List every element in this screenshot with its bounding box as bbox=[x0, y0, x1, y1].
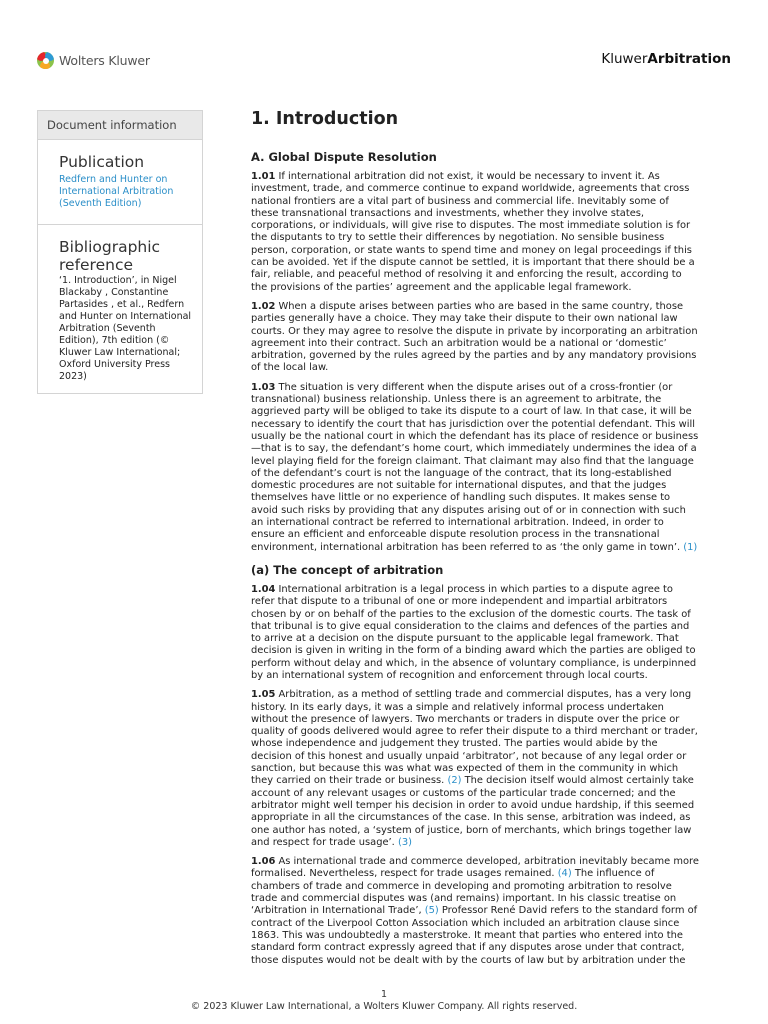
publication-section bbox=[38, 153, 202, 210]
paragraph-text: The influence of chambers of trade and commerce in developing and promoting arbitration to resolve trade and commercial disputes was (and remains) important. In his classic treatise on ‘Arbitration in International Trade’, bbox=[251, 868, 677, 917]
logo-text: Wolters Kluwer bbox=[59, 53, 150, 68]
wolters-kluwer-logo bbox=[37, 52, 150, 69]
paragraph-text: The decision itself would almost certainly take account of any relevant usages or customs of the particular trade concerned; and the arbitrator might well temper his decision in order to avoid undue hardship, if this seemed appropriate in all the circumstances of the case. In this sense, arbitration was indeed, as one author has noted, a ‘system of justice, born of merchants, which brings together law and respect for trade usage’. bbox=[251, 775, 695, 848]
bibliographic-reference-text: ‘1. Introduction’, in Nigel Blackaby , Constantine Partasides , et al., Redfern and Hunter on International Arbitration (Seventh Edition), 7th edition (© Kluwer Law International; Oxford University Press 2023) bbox=[59, 275, 192, 382]
brand-bold: Arbitration bbox=[647, 51, 731, 67]
paragraph-number: 1.01 bbox=[251, 171, 276, 182]
wolters-kluwer-logo-icon bbox=[37, 52, 54, 69]
footnote-link[interactable]: (4) bbox=[557, 868, 572, 880]
main-content bbox=[251, 109, 699, 974]
subsection-title: (a) The concept of arbitration bbox=[251, 562, 444, 577]
paragraph-1-01 bbox=[251, 171, 699, 294]
chapter-title: 1. Introduction bbox=[251, 109, 399, 129]
paragraph-1-06 bbox=[251, 856, 699, 967]
document-information-panel bbox=[37, 110, 203, 394]
paragraph-number: 1.03 bbox=[251, 381, 276, 393]
kluwer-arbitration-brand bbox=[601, 51, 731, 67]
paragraph-1-05 bbox=[251, 689, 699, 849]
publication-title: Publication bbox=[59, 153, 145, 171]
paragraph-1-03 bbox=[251, 382, 699, 554]
footnote-link[interactable]: (3) bbox=[397, 836, 412, 848]
paragraph-text: When a dispute arises between parties who are based in the same country, those parties generally have a choice. They may take their dispute to their own national law courts. Or they may agree to resolve the dispute in private by incorporating an arbitration agreement into their contract. Such an arbitration would be a national or ‘domestic’ arbitration, governed by the rules agreed by the parties and by any mandatory provisions of the local law. bbox=[251, 300, 698, 374]
sidebar-divider bbox=[38, 224, 202, 225]
page-number: 1 bbox=[380, 989, 388, 1000]
paragraph-1-02 bbox=[251, 301, 699, 375]
paragraph-text: International arbitration is a legal process in which parties to a dispute agree to refer that dispute to a tribunal of one or more independent and impartial arbitrators chosen by or on behalf of the parties to the exclusion of the domestic courts. The task of that tribunal is to give equal consideration to the claims and defences of the parties and to arrive at a decision on the dispute pursuant to the applicable legal framework. That decision is given in writing in the form of a binding award which the parties are obliged to perform without delay and which, in the absence of voluntary compliance, is underpinned by an international system of recognition and enforcement through local courts. bbox=[251, 583, 697, 681]
document-information-heading: Document information bbox=[38, 111, 202, 140]
publication-link[interactable]: Redfern and Hunter on International Arbitration (Seventh Edition) bbox=[59, 174, 174, 209]
bibliographic-title: Bibliographic reference bbox=[59, 238, 161, 274]
paragraph-text: Arbitration, as a method of settling trade and commercial disputes, has a very long history. In its early days, it was a simple and relatively informal process undertaken without the presence of lawyers. Two merchants or traders in dispute over the price or quality of goods delivered would agree to refer their dispute to a third merchant or trader, whose independence and judgement they trusted. The parties would abide by the decision of this honest and usually unpaid ‘arbitrator’, not because of any legal order or sanction, but because this was what was expected of them in the community in which they carried on their trade or business. bbox=[251, 689, 698, 787]
paragraph-number: 1.02 bbox=[251, 300, 276, 312]
brand-prefix: Kluwer bbox=[601, 51, 648, 67]
footnote-link[interactable]: (5) bbox=[424, 905, 439, 917]
paragraph-number: 1.05 bbox=[251, 689, 276, 701]
paragraph-number: 1.04 bbox=[251, 583, 276, 595]
bibliographic-section bbox=[38, 238, 202, 383]
footnote-link[interactable]: (2) bbox=[447, 775, 462, 787]
paragraph-1-04 bbox=[251, 584, 699, 682]
footnote-link[interactable]: (1) bbox=[683, 541, 698, 553]
copyright-notice: © 2023 Kluwer Law International, a Wolters Kluwer Company. All rights reserved. bbox=[190, 1001, 578, 1012]
paragraph-number: 1.06 bbox=[251, 856, 276, 868]
paragraph-text: If international arbitration did not exist, it would be necessary to invent it. As investment, trade, and commerce continue to expand worldwide, agreements that cross national frontiers are a vital part of business and commercial life. Inevitably some of these transnational transactions and investments, whether they involve states, corporations, or individuals, will give rise to disputes. The most immediate solution is for the disputants to try to settle their differences by negotiation. No sensible business person, corporation, or state wants to spend time and money on legal proceedings if this can be avoided. Yet if the dispute cannot be settled, it is important that there should be a fair, reliable, and peaceful method of resolving it and enforcing the result, according to the provisions of the parties’ agreement and the applicable legal framework. bbox=[251, 171, 695, 293]
paragraph-text: Professor René David refers to the standard form of contract of the Liverpool Cotton Association which included an arbitration clause since 1863. This was undoubtedly a masterstroke. It meant that parties who entered into the standard form contract expressly agreed that if any disputes arose under that contract, those disputes would not be dealt with by the courts of law but by arbitration under the bbox=[251, 905, 698, 966]
paragraph-text: As international trade and commerce developed, arbitration inevitably became more formalised. Nevertheless, respect for trade usages remained. bbox=[251, 856, 699, 880]
section-title: A. Global Dispute Resolution bbox=[251, 150, 437, 164]
paragraph-text: The situation is very different when the dispute arises out of a cross-frontier (or transnational) business relationship. Unless there is an agreement to arbitrate, the aggrieved party will be obliged to take its dispute to a court of law. In that case, it will be necessary to identify the court that has jurisdiction over the potential defendant. This will usually be the national court in which the defendant has its place of residence or business—that is to say, the defendant’s home court, which immediately undermines the idea of a level playing field for the foreign claimant. That claimant may also find that the language of the defendant’s court is not the language of the contract, that its long-established domestic procedures are not suitable for international disputes, and that the judges themselves have little or no experience of handling such disputes. It makes sense to avoid such risks by providing that any disputes arising out of or in connection with such an international contract be referred to international arbitration. Indeed, in order to ensure an efficient and enforceable dispute resolution process in the transnational environment, international arbitration has been referred to as ‘the only game in town’. bbox=[251, 381, 699, 553]
